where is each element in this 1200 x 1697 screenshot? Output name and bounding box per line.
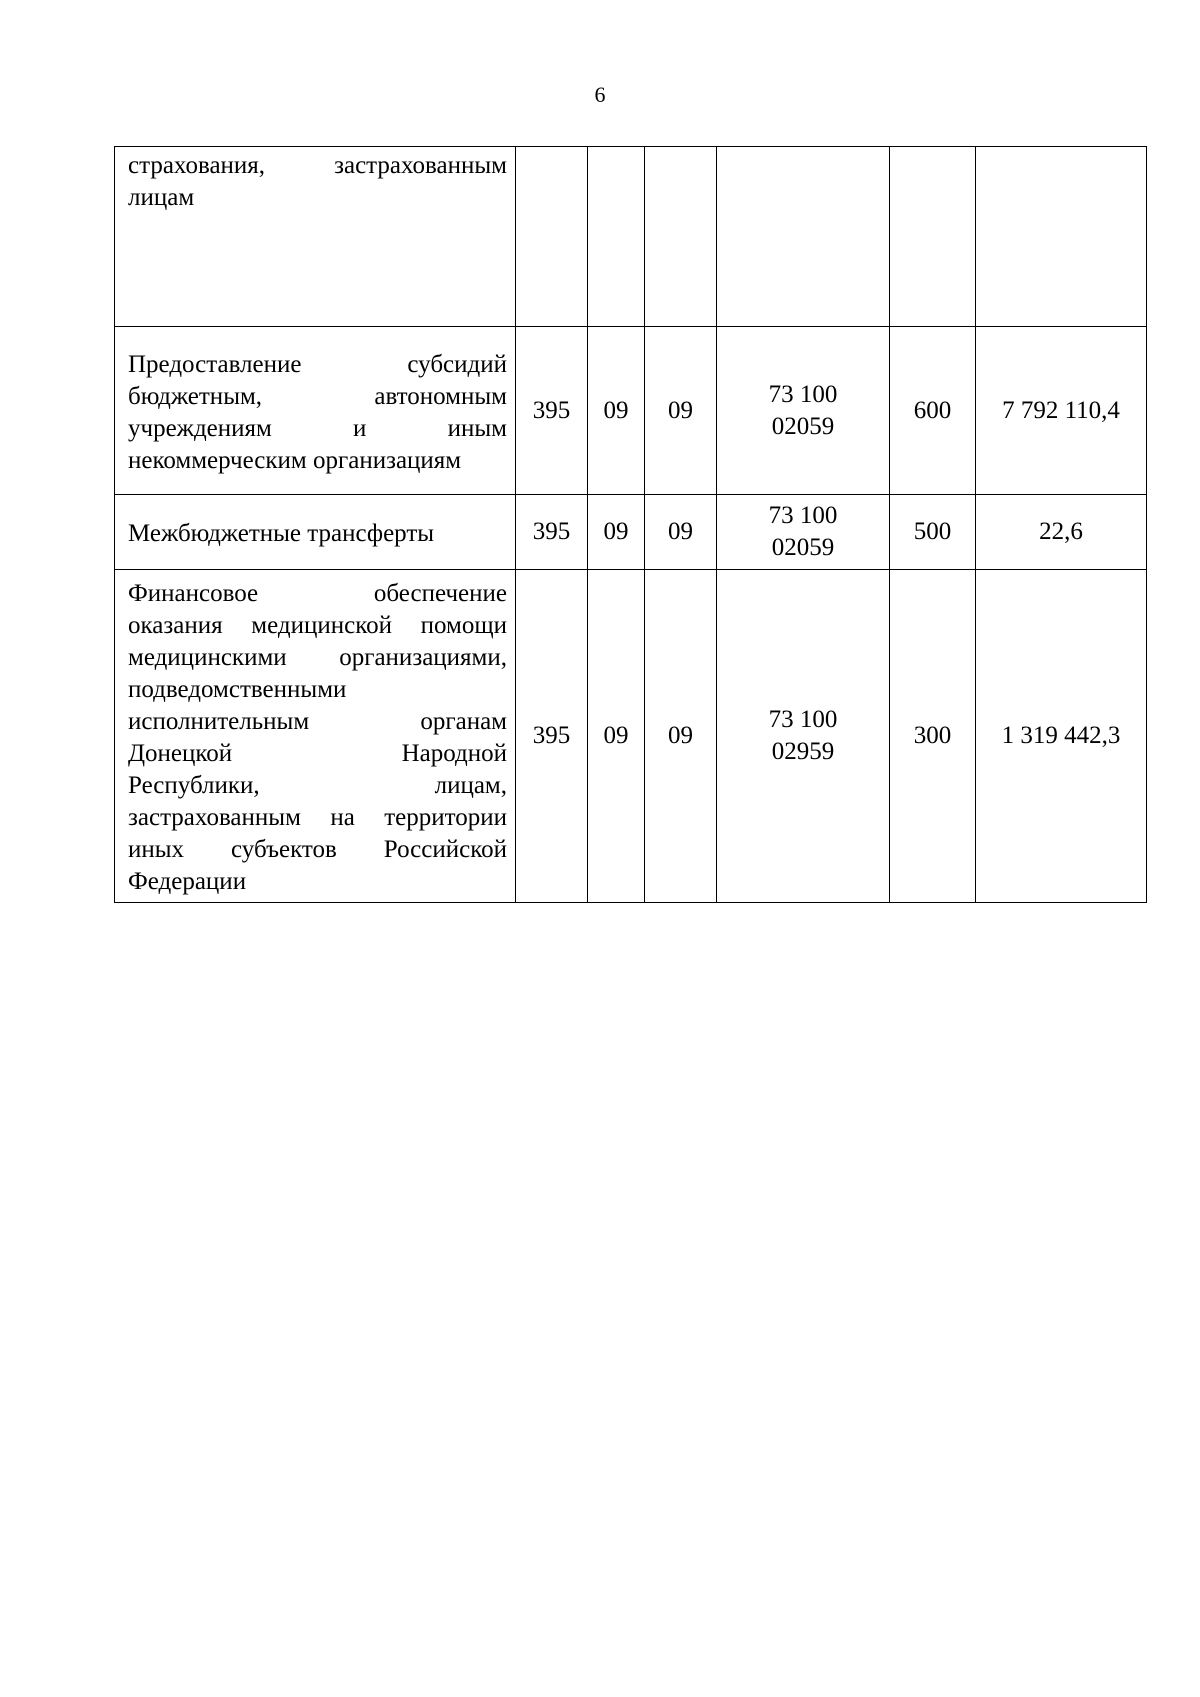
description-line: Республики, лицам, [128, 772, 507, 799]
description-line: Предоставление субсидий [128, 350, 507, 378]
page-number: 6 [594, 82, 606, 107]
table-row [115, 570, 1147, 903]
csr-line: 73 100 [768, 380, 838, 408]
description-line: Донецкой Народной [128, 740, 507, 767]
pr-cell [645, 147, 717, 327]
description-line: застрахованным на территории [128, 804, 507, 831]
description-line: некоммерческим организациям [128, 446, 462, 474]
vr-cell: 600 [890, 327, 976, 495]
row-description [115, 570, 516, 903]
amount-cell: 7 792 110,4 [976, 327, 1147, 495]
row-description [115, 147, 516, 327]
description-line: иных субъектов Российской [128, 836, 507, 863]
ved-cell: 395 [516, 327, 588, 495]
vr-cell: 300 [890, 570, 976, 903]
vr-cell: 500 [890, 495, 976, 570]
ved-cell: 395 [516, 570, 588, 903]
rz-cell: 09 [588, 327, 645, 495]
table-row [115, 327, 1147, 495]
csr-cell [717, 495, 890, 570]
row-description [115, 495, 516, 570]
csr-line: 73 100 [768, 502, 838, 529]
description-line: исполнительным органам [128, 708, 507, 735]
description-line: учреждениям и иным [128, 414, 507, 442]
ved-cell [516, 147, 588, 327]
pr-cell: 09 [645, 495, 717, 570]
csr-cell [717, 147, 890, 327]
csr-cell [717, 570, 890, 903]
rz-cell [588, 147, 645, 327]
description-line: Межбюджетные трансферты [128, 520, 435, 547]
csr-cell [717, 327, 890, 495]
description-line: медицинскими организациями, [128, 644, 507, 671]
description-line: лицам [128, 184, 195, 211]
description-line: Финансовое обеспечение [128, 580, 507, 607]
pr-cell: 09 [645, 327, 717, 495]
ved-cell: 395 [516, 495, 588, 570]
amount-cell [976, 147, 1147, 327]
pr-cell: 09 [645, 570, 717, 903]
table-row [115, 495, 1147, 570]
csr-line: 02959 [771, 738, 835, 765]
description-line: оказания медицинской помощи [128, 612, 507, 639]
description-line: страхования, застрахованным [128, 152, 507, 179]
rz-cell: 09 [588, 570, 645, 903]
rz-cell: 09 [588, 495, 645, 570]
description-line: Федерации [128, 868, 247, 895]
amount-cell: 1 319 442,3 [976, 570, 1147, 903]
csr-line: 02059 [771, 534, 835, 561]
row-description [115, 327, 516, 495]
table-row [115, 147, 1147, 327]
amount-cell: 22,6 [976, 495, 1147, 570]
csr-line: 73 100 [768, 706, 838, 733]
vr-cell [890, 147, 976, 327]
description-line: бюджетным, автономным [128, 382, 507, 410]
description-line: подведомственными [128, 676, 347, 703]
csr-line: 02059 [771, 412, 835, 440]
budget-table [114, 146, 1147, 903]
